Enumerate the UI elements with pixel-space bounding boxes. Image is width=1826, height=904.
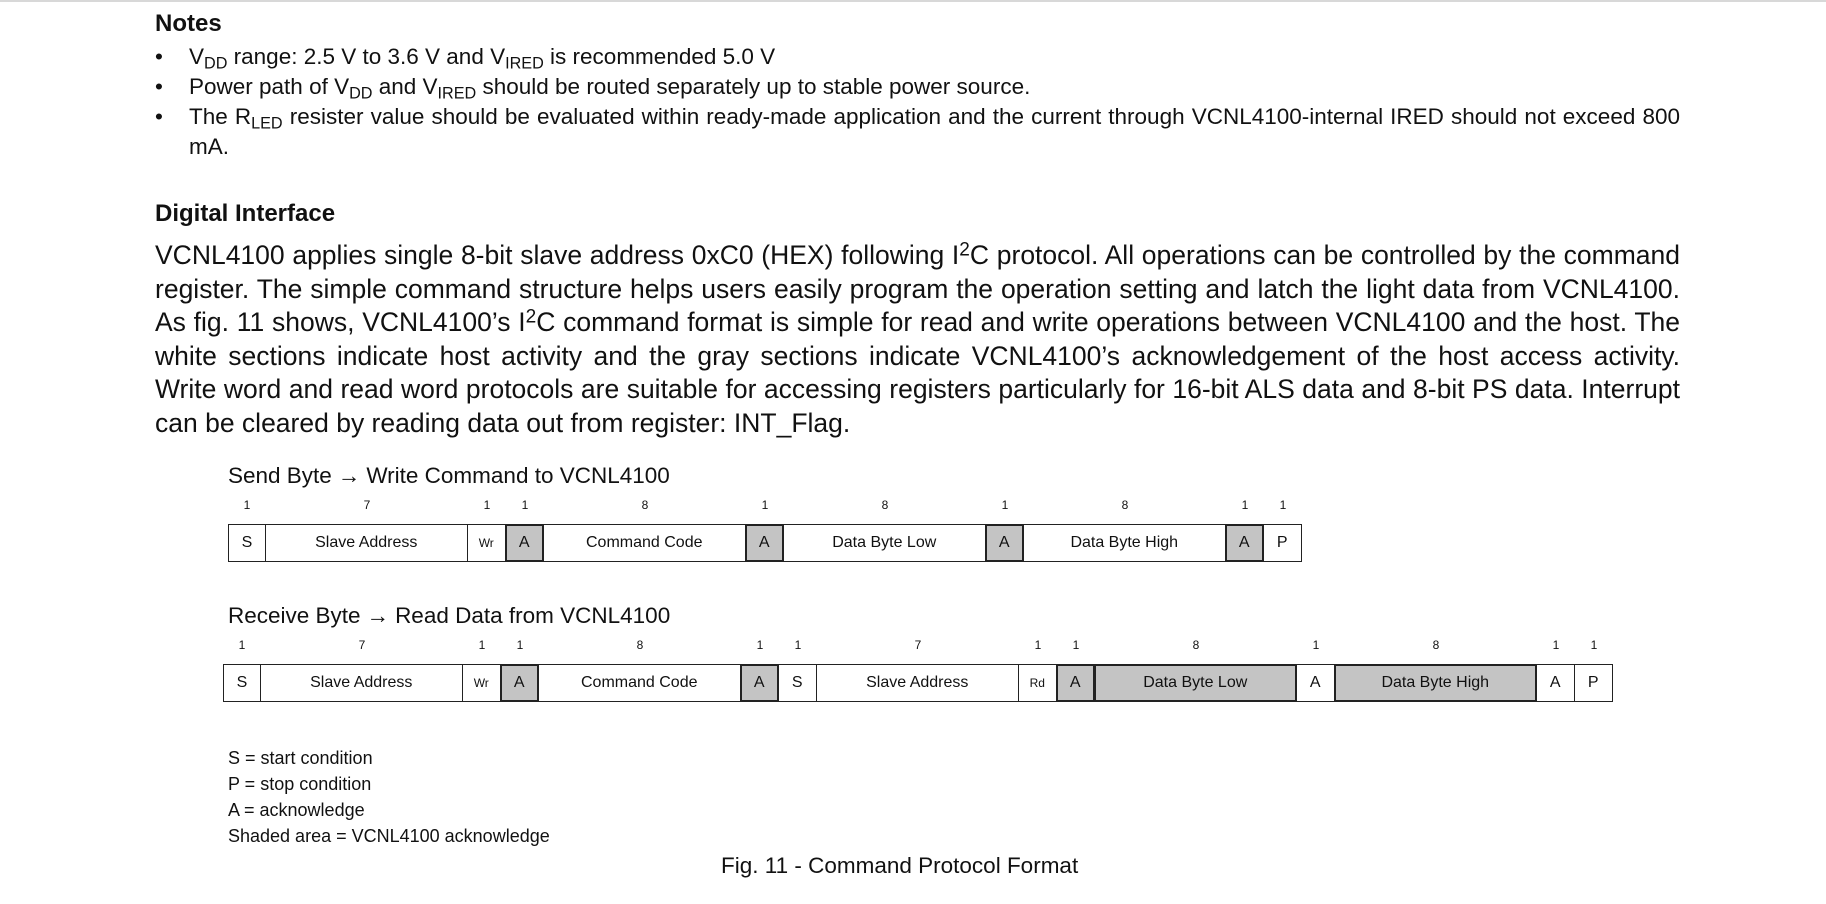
send-bit-counts — [228, 498, 1298, 514]
send-bit-count: 1 — [761, 498, 769, 512]
note-item-rled: • The $R_{LED}$ resister value should be evaluated within ready-made application and the current through VCNL4100-internal IRED should not exceed 800 mA. — [155, 102, 1680, 162]
receive-bit-count: 8 — [636, 638, 644, 652]
legend-shaded-area: Shaded area = VCNL4100 acknowledge — [228, 826, 550, 846]
send-bit-count: 1 — [1279, 498, 1287, 512]
receive-bit-count: 1 — [1312, 638, 1320, 652]
receive-bit-count: 8 — [1432, 638, 1440, 652]
legend — [228, 745, 550, 849]
send-cell-s: S — [228, 524, 266, 562]
receive-cell-rd: Rd — [1018, 664, 1058, 702]
send-cell-p: P — [1263, 524, 1303, 562]
receive-cell-a: A — [740, 664, 780, 702]
receive-bit-count: 7 — [358, 638, 366, 652]
receive-cell-a: A — [1536, 664, 1576, 702]
receive-bit-counts — [223, 638, 1613, 654]
legend-start-condition: S = start condition — [228, 748, 373, 768]
send-cell-data-byte-high: Data Byte High — [1023, 524, 1227, 562]
send-bit-count: 8 — [1121, 498, 1129, 512]
send-byte-title: Send Byte → Write Command to VCNL4100 — [228, 463, 670, 488]
legend-stop-condition: P = stop condition — [228, 774, 372, 794]
send-bit-count: 8 — [641, 498, 649, 512]
send-cell-a: A — [985, 524, 1025, 562]
notes-heading: Notes — [155, 10, 222, 37]
figure-caption: Fig. 11 - Command Protocol Format — [721, 853, 1079, 878]
note-item-power-path: • Power path of $V_{DD}$ and $V_{IRED}$ should be routed separately up to stable power source. — [155, 72, 1680, 102]
send-cell-a: A — [1225, 524, 1265, 562]
send-bit-count: 8 — [881, 498, 889, 512]
send-bit-count: 1 — [1241, 498, 1249, 512]
receive-cell-data-byte-low: Data Byte Low — [1094, 664, 1298, 702]
send-cell-wr: Wr — [467, 524, 507, 562]
digital-interface-paragraph: VCNL4100 applies single 8-bit slave address 0xC0 (HEX) following $I^2C$ protocol. All operations can be controlled by the command register. The simple command structure helps users easily program the operation setting and latch the light data from VCNL4100. As fig. 11 shows, VCNL4100’s $I^2C$ command format is simple for read and write operations between VCNL4100 and the host. The white sections indicate host activity and the gray sections indicate VCNL4100’s acknowledgement of the host access activity. Write word and read word protocols are suitable for accessing registers particularly for 16-bit ALS data and 8-bit PS data. Interrupt can be cleared by reading data out from register: INT_Flag. — [155, 239, 1680, 438]
receive-bit-count: 7 — [914, 638, 922, 652]
send-byte-protocol-row — [228, 524, 1302, 562]
send-cell-command-code: Command Code — [543, 524, 747, 562]
note-item-vdd-range: • $V_{DD}$ range: 2.5 V to 3.6 V and $V_{IRED}$ is recommended 5.0 V — [155, 42, 1680, 72]
send-cell-data-byte-low: Data Byte Low — [783, 524, 987, 562]
receive-cell-slave-address: Slave Address — [816, 664, 1020, 702]
notes-list — [155, 42, 1680, 162]
receive-bit-count: 1 — [756, 638, 764, 652]
receive-bit-count: 1 — [1034, 638, 1042, 652]
receive-bit-count: 1 — [478, 638, 486, 652]
receive-bit-count: 1 — [516, 638, 524, 652]
receive-bit-count: 1 — [1590, 638, 1598, 652]
send-cell-slave-address: Slave Address — [265, 524, 469, 562]
receive-byte-title: Receive Byte → Read Data from VCNL4100 — [228, 603, 671, 628]
send-cell-a: A — [505, 524, 545, 562]
receive-bit-count: 8 — [1192, 638, 1200, 652]
receive-cell-a: A — [1056, 664, 1096, 702]
legend-acknowledge: A = acknowledge — [228, 800, 365, 820]
receive-cell-s: S — [778, 664, 818, 702]
receive-cell-wr: Wr — [462, 664, 502, 702]
send-bit-count: 7 — [363, 498, 371, 512]
receive-cell-command-code: Command Code — [538, 664, 742, 702]
digital-interface-heading: Digital Interface — [155, 200, 336, 227]
receive-cell-a: A — [500, 664, 540, 702]
send-bit-count: 1 — [1001, 498, 1009, 512]
receive-bit-count: 1 — [1552, 638, 1560, 652]
receive-cell-slave-address: Slave Address — [260, 664, 464, 702]
receive-bit-count: 1 — [794, 638, 802, 652]
receive-cell-s: S — [223, 664, 261, 702]
receive-bit-count: 1 — [1072, 638, 1080, 652]
send-cell-a: A — [745, 524, 785, 562]
receive-byte-protocol-row — [223, 664, 1613, 702]
receive-cell-data-byte-high: Data Byte High — [1334, 664, 1538, 702]
receive-bit-count: 1 — [238, 638, 246, 652]
receive-cell-p: P — [1574, 664, 1614, 702]
send-bit-count: 1 — [243, 498, 251, 512]
send-bit-count: 1 — [483, 498, 491, 512]
send-bit-count: 1 — [521, 498, 529, 512]
receive-cell-a: A — [1296, 664, 1336, 702]
page-top-rule — [0, 0, 1826, 2]
